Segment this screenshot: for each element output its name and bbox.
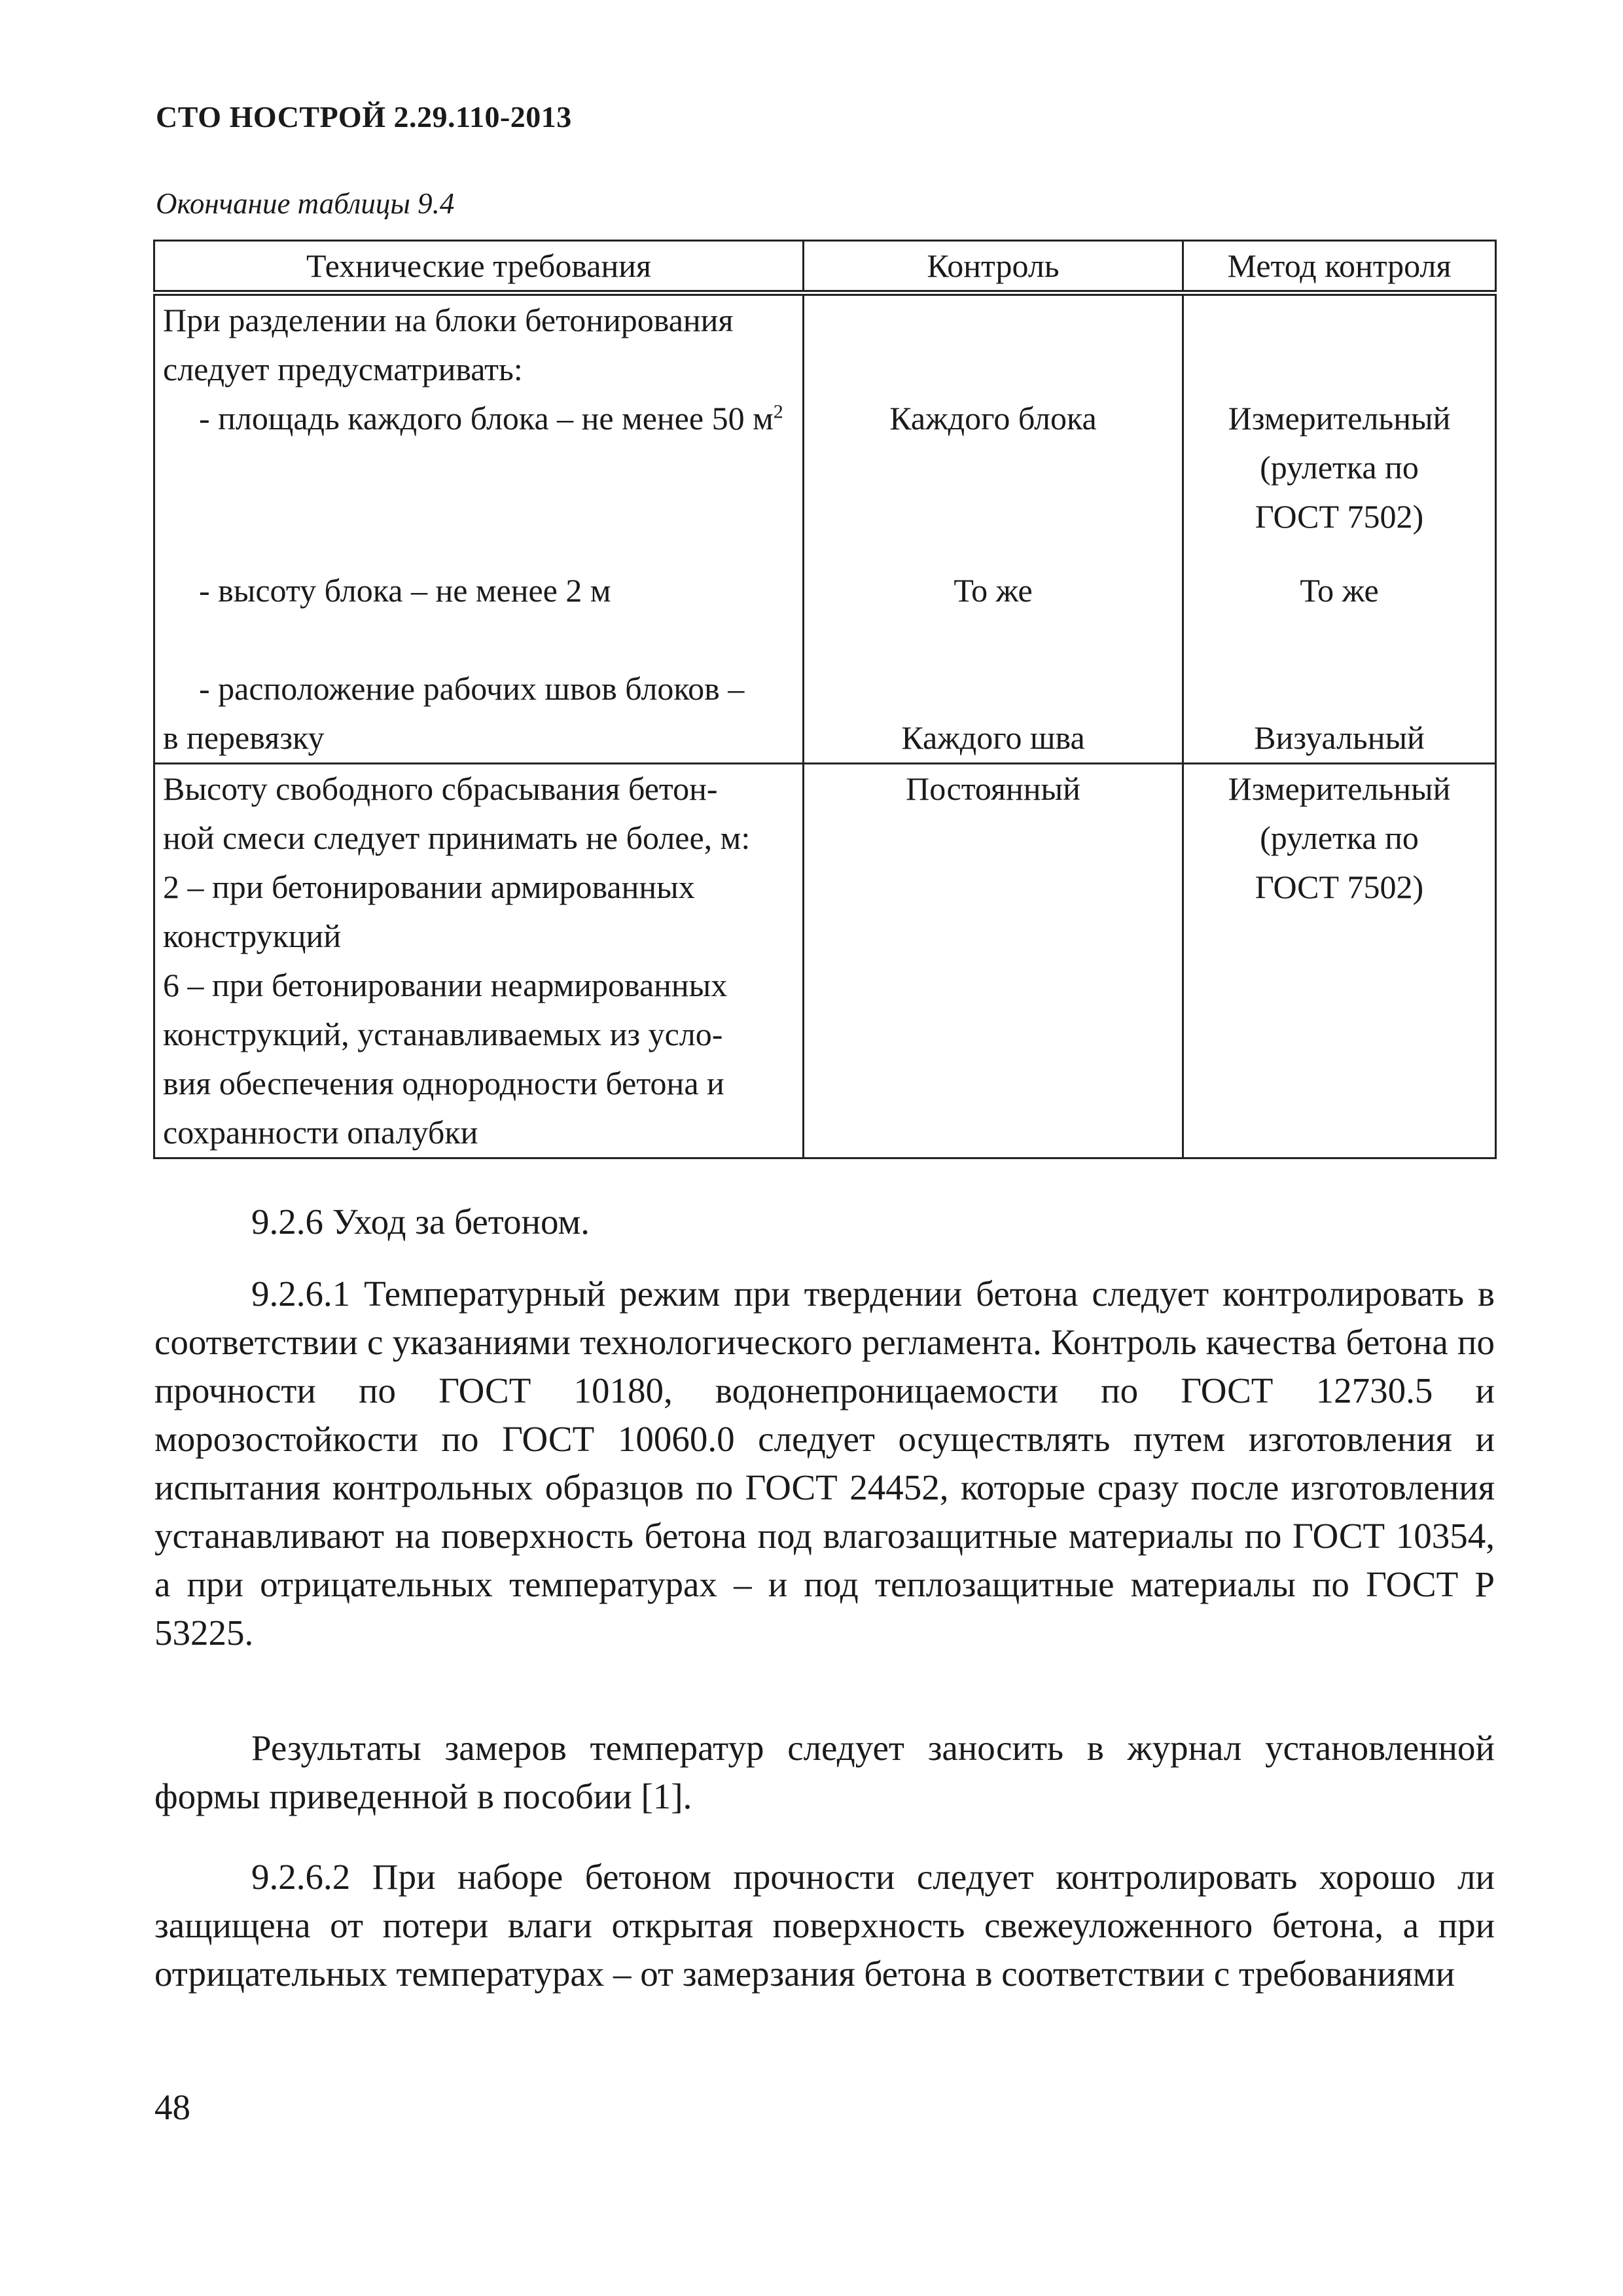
cell-text: - площадь каждого блока – не менее 50 м [199, 400, 774, 437]
cell-line: При разделении на блоки бетонирования [163, 302, 734, 338]
cell-line: То же [954, 572, 1033, 609]
cell-line: ГОСТ 7502) [1255, 869, 1424, 905]
control-cell [804, 293, 1183, 764]
column-header-requirements: Технические требования [154, 241, 804, 293]
paragraph: 9.2.6.2 При наборе бетоном прочности следует контролировать хорошо ли защищена от потери влаги открытая поверхность свежеуложенного бетона, а при отрицательных температурах – от замерзания бетона в соответствии с требованиями [154, 1857, 1495, 1994]
cell-line: Измерительный [1228, 400, 1451, 437]
table-9-4 [153, 240, 1497, 1159]
cell-line: Постоянный [906, 770, 1080, 807]
requirements-cell [154, 293, 804, 764]
cell-line: 6 – при бетонировании неармированных [163, 967, 728, 1003]
section-heading: 9.2.6 Уход за бетоном. [251, 1202, 590, 1242]
cell-line: сохранности опалубки [163, 1114, 478, 1151]
column-header-method: Метод контроля [1183, 241, 1496, 293]
method-cell [1183, 293, 1496, 764]
body-text [154, 1853, 1495, 1998]
method-cell [1183, 764, 1496, 1158]
cell-line: То же [1300, 572, 1379, 609]
cell-line: в перевязку [163, 719, 325, 756]
cell-line: Каждого блока [889, 400, 1097, 437]
control-cell [804, 764, 1183, 1158]
cell-line: Измерительный [1228, 770, 1451, 807]
page-number: 48 [154, 2087, 190, 2127]
column-header-control: Контроль [804, 241, 1183, 293]
body-text [154, 1198, 1495, 1246]
table-caption: Окончание таблицы 9.4 [156, 187, 455, 220]
cell-line [163, 394, 794, 443]
document-code: СТО НОСТРОЙ 2.29.110-2013 [156, 100, 572, 134]
cell-line: (рулетка по [1260, 449, 1419, 486]
cell-line: конструкций, устанавливаемых из усло- [163, 1016, 723, 1052]
cell-line: конструкций [163, 918, 342, 954]
paragraph: 9.2.6.1 Температурный режим при твердении бетона следует контролировать в соответствии с указаниями технологического регламента. Контроль качества бетона по прочности по ГОСТ 10180, водонепроницаемости по ГОСТ 12730.5 и морозостойкости по ГОСТ 10060.0 следует осуществлять путем изготовления и испытания контрольных образцов по ГОСТ 24452, которые сразу после изготовления устанавливают на поверхность бетона под влагозащитные материалы по ГОСТ 10354, а при отрицательных температурах – и под теплозащитные материалы по ГОСТ Р 53225. [154, 1274, 1495, 1653]
cell-line: - высоту блока – не менее 2 м [199, 572, 611, 609]
cell-line: (рулетка по [1260, 819, 1419, 856]
cell-line: ГОСТ 7502) [1255, 498, 1424, 535]
cell-line: следует предусматривать: [163, 351, 523, 387]
cell-line: Высоту свободного сбрасывания бетон- [163, 770, 718, 807]
table-row [154, 764, 1496, 1158]
paragraph: Результаты замеров температур следует заносить в журнал установленной формы приведенной в пособии [1]. [154, 1728, 1495, 1816]
requirements-cell [154, 764, 804, 1158]
body-text [154, 1270, 1495, 1657]
cell-line: Каждого шва [901, 719, 1085, 756]
superscript: 2 [773, 401, 783, 423]
body-text [154, 1724, 1495, 1821]
table-row [154, 293, 1496, 764]
cell-line: 2 – при бетонировании армированных [163, 869, 695, 905]
cell-line: ной смеси следует принимать не более, м: [163, 819, 751, 856]
cell-line: вия обеспечения однородности бетона и [163, 1065, 724, 1102]
cell-line: Визуальный [1254, 719, 1425, 756]
cell-line: - расположение рабочих швов блоков – [199, 670, 745, 707]
table-header-row [154, 241, 1496, 293]
